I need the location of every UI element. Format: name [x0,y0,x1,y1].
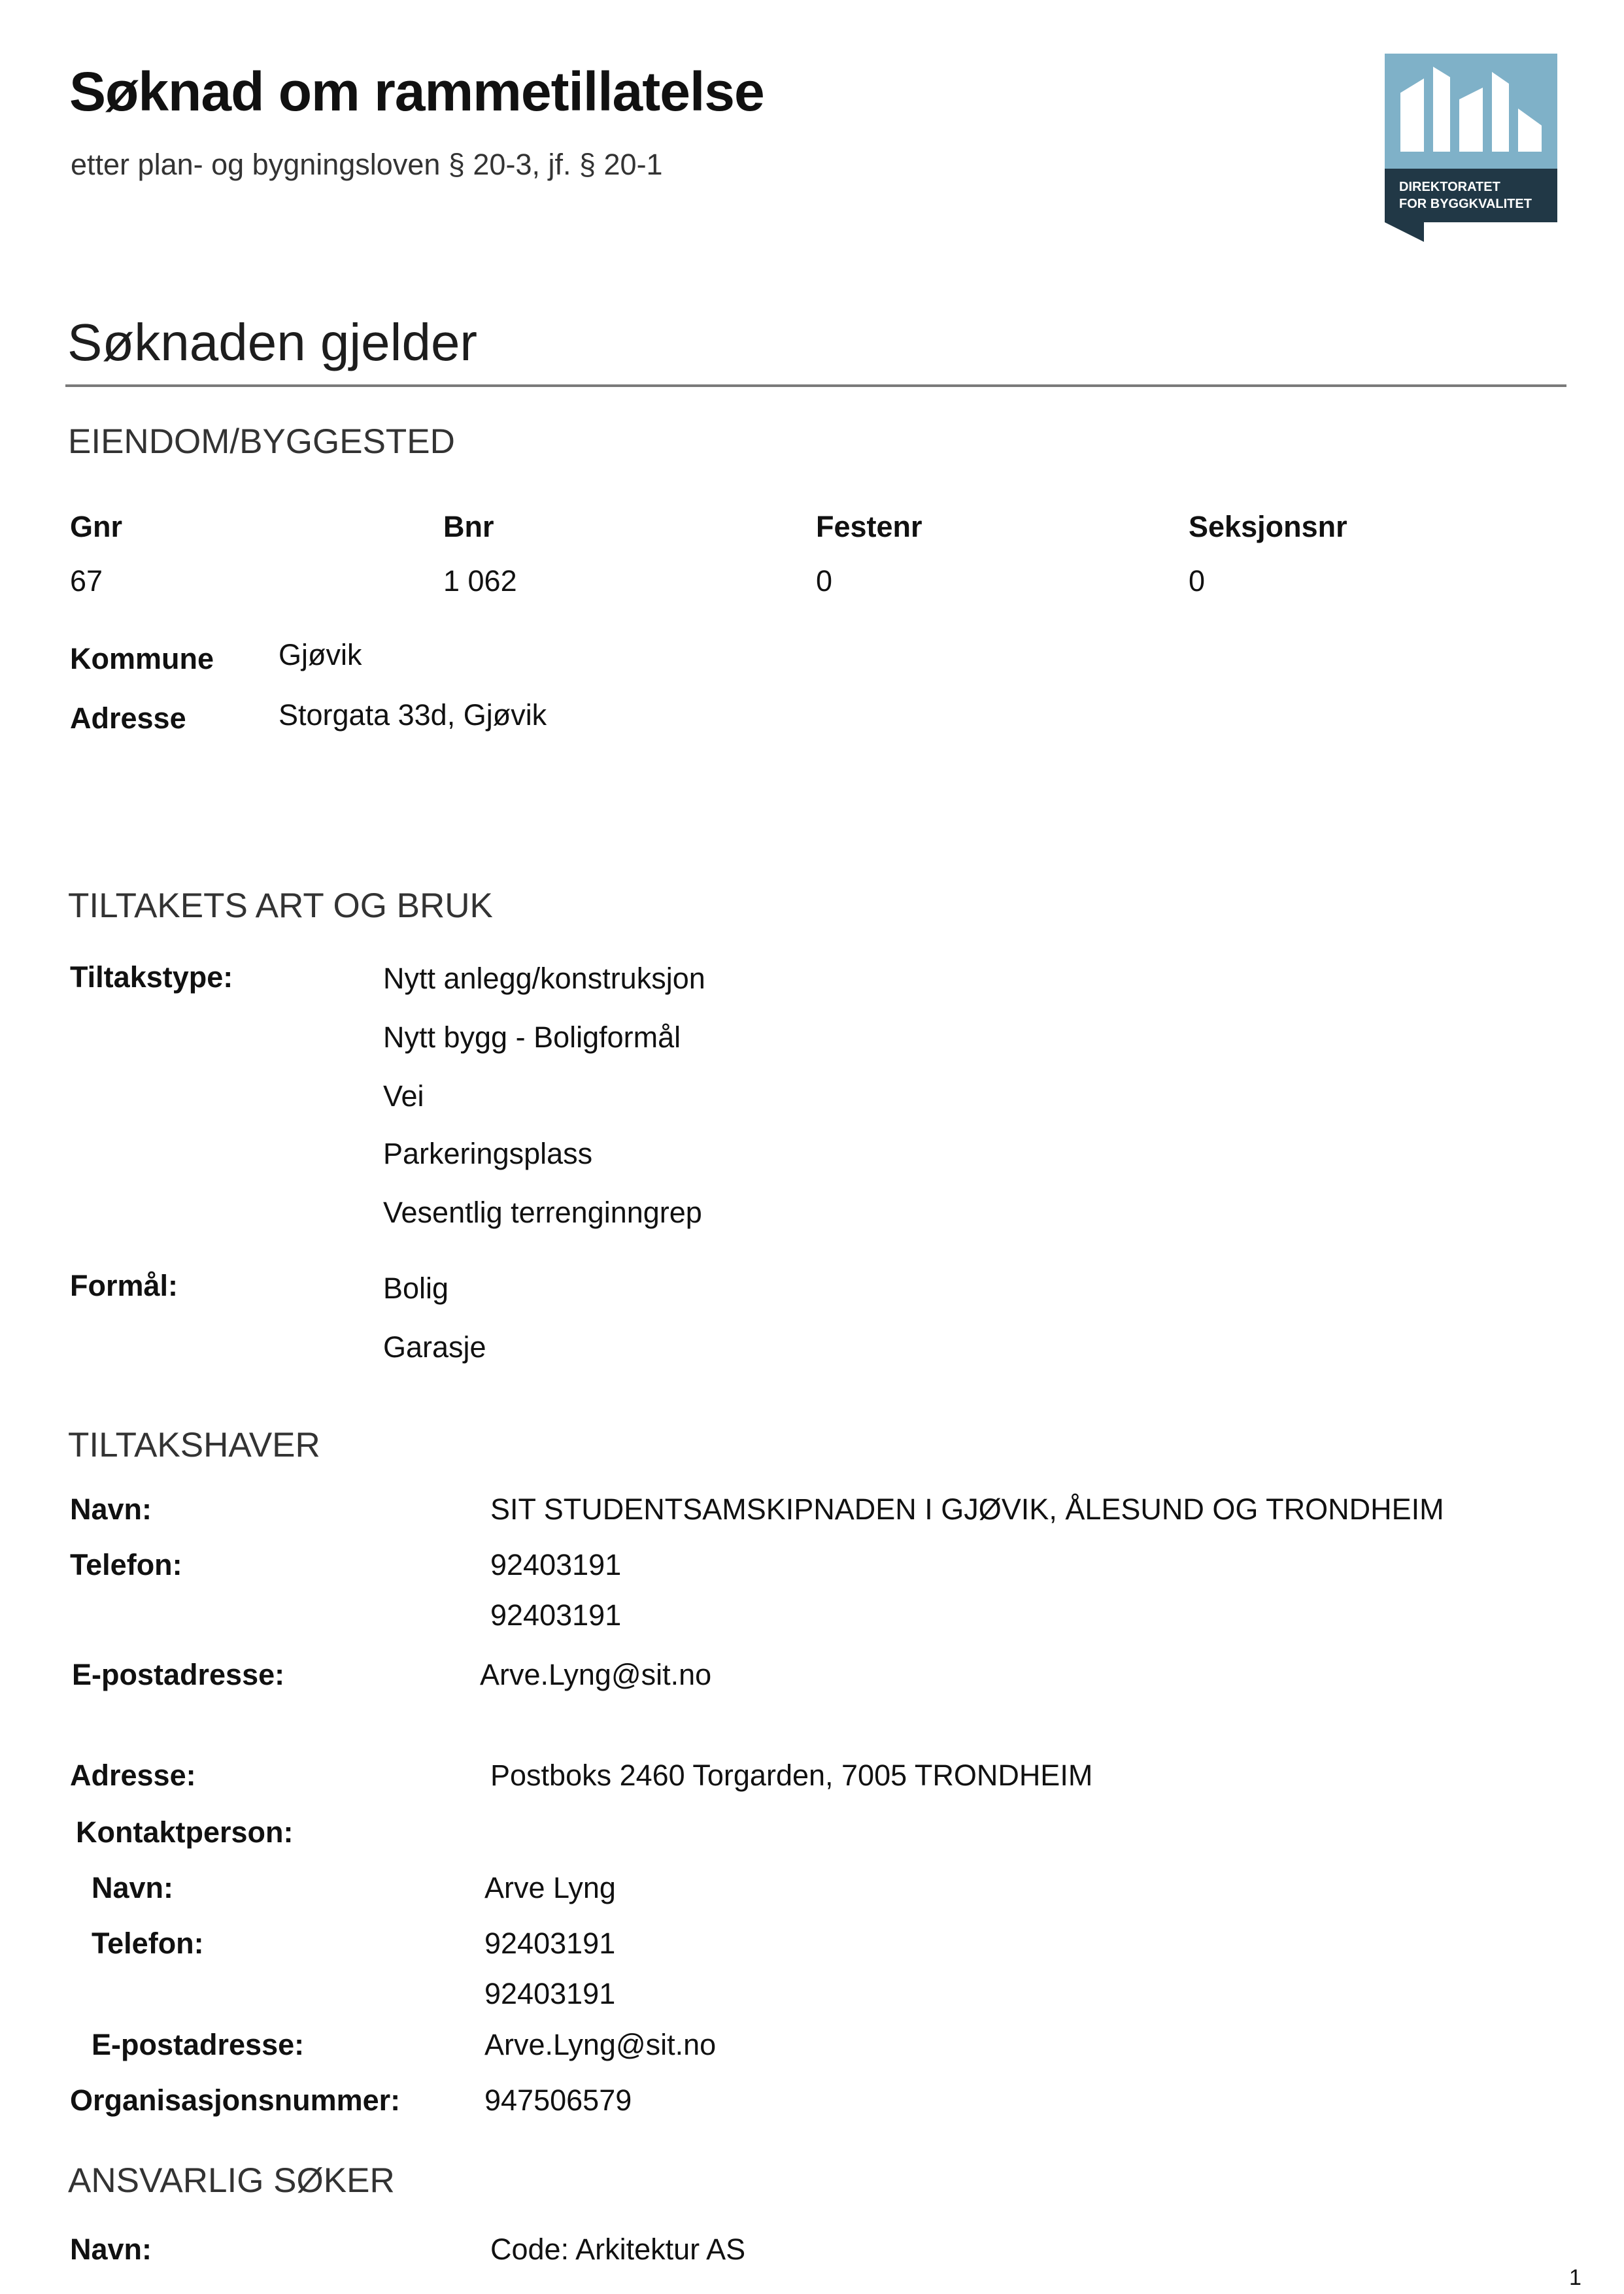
tiltakshaver-telefon: 92403191 [490,1548,622,1581]
logo-line2: FOR BYGGKVALITET [1399,197,1532,211]
gnr-value: 67 [70,564,103,598]
tiltakshaver-telefon: 92403191 [490,1598,622,1632]
formal-label: Formål: [70,1269,178,1302]
dibk-logo-icon [1385,54,1557,242]
kontakt-epost-label: E-postadresse: [92,2028,305,2061]
tiltakstype-item: Vei [383,1079,424,1113]
kontaktperson-label: Kontaktperson: [76,1815,294,1849]
ansvarlig-navn-label: Navn: [70,2233,152,2266]
document-subtitle: etter plan- og bygningsloven § 20-3, jf. § 20-1 [71,148,663,181]
kontakt-epost: Arve.Lyng@sit.no [484,2028,717,2061]
gnr-label: Gnr [70,510,123,543]
kontakt-navn: Arve Lyng [484,1871,616,1904]
section-title: Søknaden gjelder [67,313,478,371]
formal-item: Bolig [383,1272,449,1305]
kontakt-telefon: 92403191 [484,1977,616,2010]
tiltakshaver-navn: SIT STUDENTSAMSKIPNADEN I GJØVIK, ÅLESUND OG TRONDHEIM [490,1493,1444,1526]
eiendom-heading: EIENDOM/BYGGESTED [68,422,455,461]
tiltakstype-item: Parkeringsplass [383,1137,593,1170]
tiltak-heading: TILTAKETS ART OG BRUK [68,886,493,925]
ansvarlig-heading: ANSVARLIG SØKER [68,2161,395,2200]
kontakt-navn-label: Navn: [92,1871,174,1904]
tiltakshaver-epost-label: E-postadresse: [72,1658,285,1691]
tiltakshaver-epost: Arve.Lyng@sit.no [480,1658,712,1691]
adresse-value: Storgata 33d, Gjøvik [279,698,547,732]
seksjonsnr-label: Seksjonsnr [1189,510,1347,543]
kommune-value: Gjøvik [279,638,362,671]
festenr-label: Festenr [816,510,922,543]
document-title: Søknad om rammetillatelse [69,61,764,122]
tiltakshaver-navn-label: Navn: [70,1493,152,1526]
orgnr-value: 947506579 [484,2083,632,2117]
kontakt-telefon-label: Telefon: [92,1927,204,1960]
ansvarlig-navn: Code: Arkitektur AS [490,2233,746,2266]
tiltakshaver-heading: TILTAKSHAVER [68,1426,320,1464]
tiltakshaver-adresse-label: Adresse: [70,1759,196,1792]
logo-line1: DIREKTORATET [1399,180,1500,194]
tiltakshaver-adresse: Postboks 2460 Torgarden, 7005 TRONDHEIM [490,1759,1093,1792]
tiltakstype-label: Tiltakstype: [70,960,233,994]
kontakt-telefon: 92403191 [484,1927,616,1960]
festenr-value: 0 [816,564,833,598]
orgnr-label: Organisasjonsnummer: [70,2083,401,2117]
tiltakstype-item: Vesentlig terrenginngrep [383,1196,702,1229]
adresse-label: Adresse [70,701,186,735]
section-divider [65,384,1566,387]
kommune-label: Kommune [70,642,214,675]
bnr-value: 1 062 [443,564,517,598]
formal-item: Garasje [383,1330,486,1364]
tiltakstype-item: Nytt anlegg/konstruksjon [383,962,705,995]
tiltakshaver-telefon-label: Telefon: [70,1548,182,1581]
seksjonsnr-value: 0 [1189,564,1206,598]
page-number: 1 [1569,2265,1582,2290]
tiltakstype-item: Nytt bygg - Boligformål [383,1020,681,1054]
bnr-label: Bnr [443,510,494,543]
